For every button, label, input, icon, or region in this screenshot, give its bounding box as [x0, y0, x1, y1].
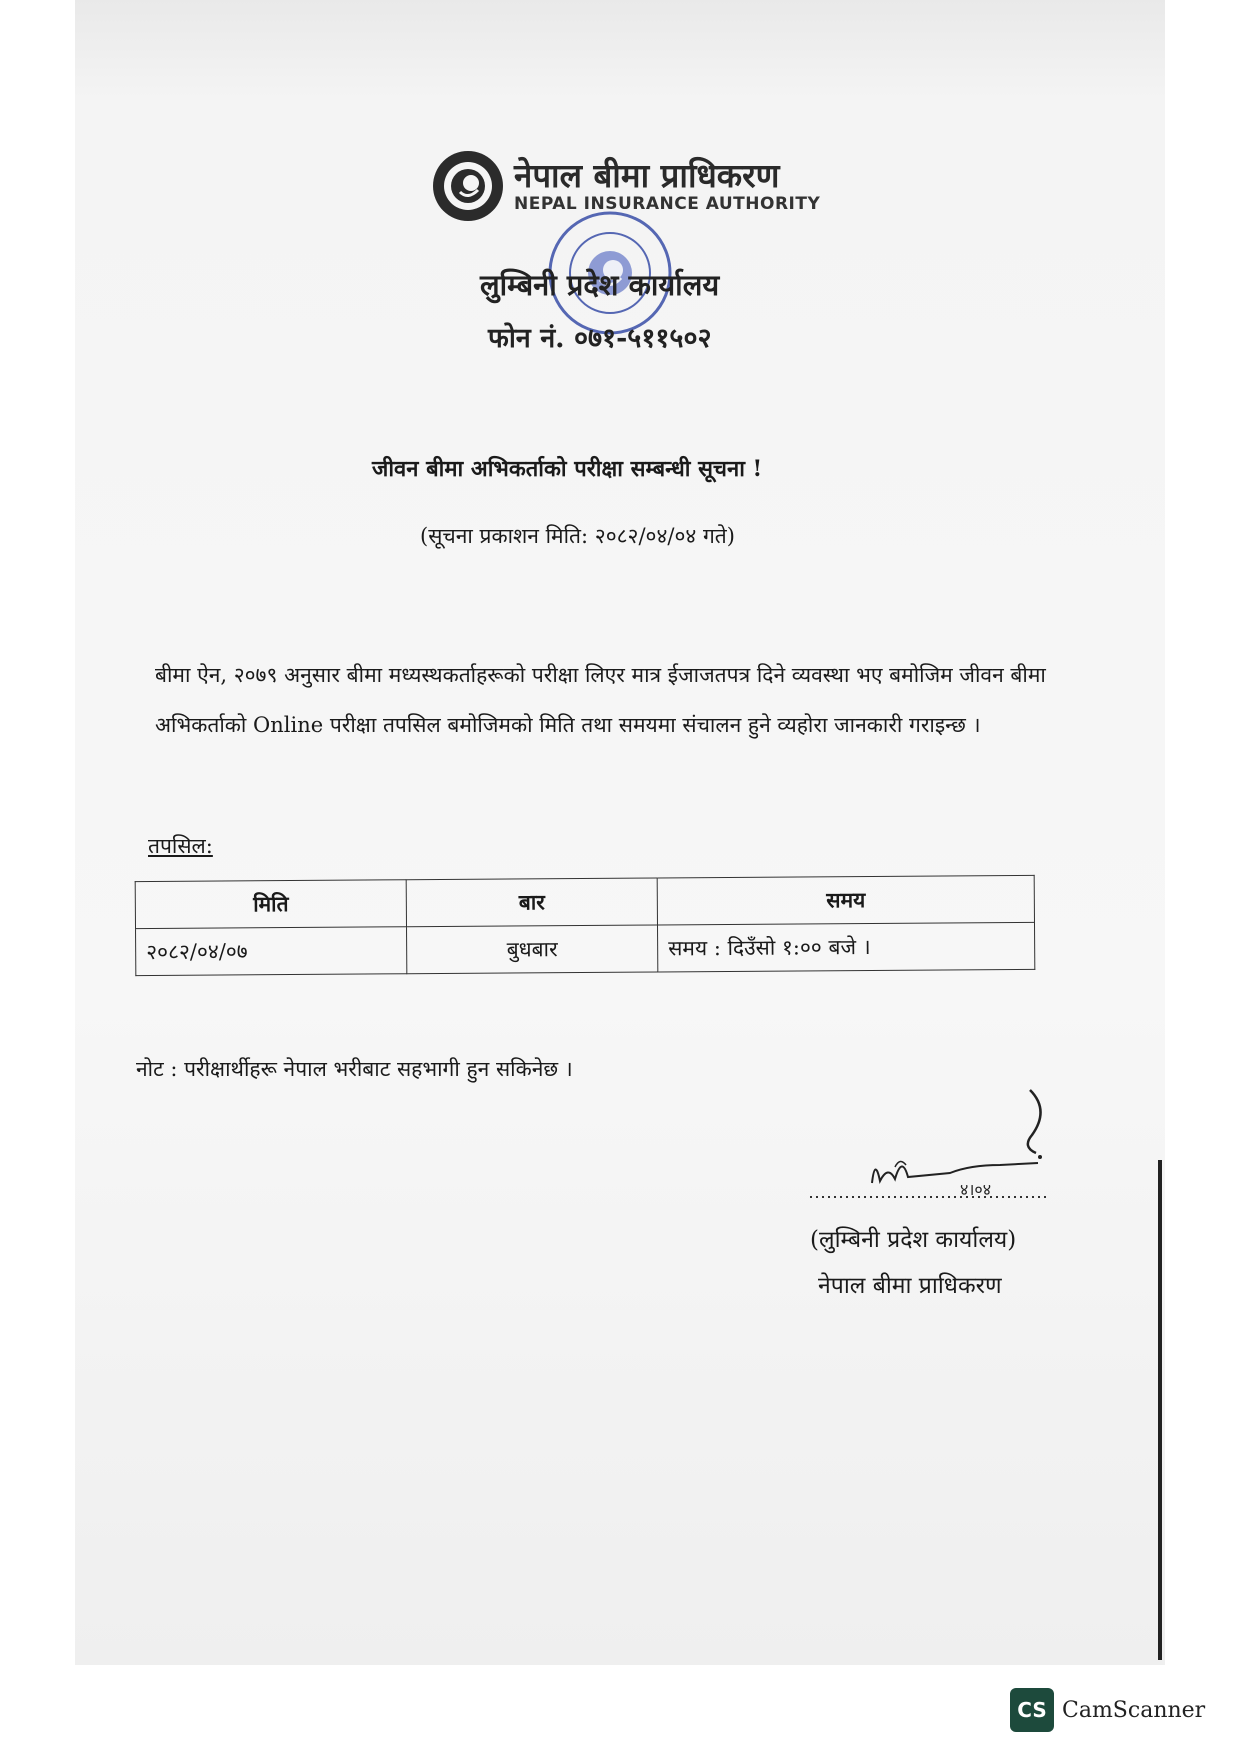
org-name-nepali: नेपाल बीमा प्राधिकरण [514, 155, 780, 195]
org-name-english: NEPAL INSURANCE AUTHORITY [514, 194, 821, 215]
office-name: लुम्बिनी प्रदेश कार्यालय [480, 268, 720, 302]
office-phone: फोन नं. ०७१-५११५०२ [488, 323, 712, 354]
header-date: मिति [135, 880, 406, 929]
camscanner-watermark [1010, 1688, 1205, 1732]
cell-time: समय : दिउँसो १:०० बजे । [657, 922, 1034, 972]
cell-date: २०८२/०४/०७ [136, 927, 407, 976]
camscanner-label: CamScanner [1062, 1697, 1206, 1723]
signature-office: (लुम्बिनी प्रदेश कार्यालय) [810, 1227, 1017, 1253]
schedule-heading: तपसिल: [148, 834, 213, 858]
publish-date: (सूचना प्रकाशन मिति: २०८२/०४/०४ गते) [420, 524, 735, 548]
notice-note: नोट : परीक्षार्थीहरू नेपाल भरीबाट सहभागी हुन सकिनेछ । [136, 1057, 573, 1081]
svg-text:४।०४: ४।०४ [960, 1180, 992, 1199]
authority-logo-icon [430, 148, 506, 224]
notice-body: बीमा ऐन, २०७९ अनुसार बीमा मध्यस्थकर्ताहरूको परीक्षा लिएर मात्र ईजाजतपत्र दिने व्यवस्था भए बमोजिम जीवन बीमा अभिकर्ताको Online परीक्षा तपसिल बमोजिमको मिति तथा समयमा संचालन हुने व्यहोरा जानकारी गराइन्छ । [155, 663, 1046, 737]
header-day: बार [406, 878, 657, 927]
camscanner-logo-icon: CS [1010, 1688, 1054, 1732]
notice-title: जीवन बीमा अभिकर्ताको परीक्षा सम्बन्धी सूचना ! [372, 456, 763, 482]
scan-edge [1158, 1160, 1162, 1660]
cell-day: बुधबार [407, 925, 658, 974]
table-row [136, 922, 1035, 975]
header-time: समय [657, 875, 1034, 925]
exam-schedule-table [135, 875, 1036, 976]
signature-org: नेपाल बीमा प्राधिकरण [818, 1273, 1002, 1299]
table-header-row [135, 875, 1034, 928]
handwritten-signature [800, 1085, 1060, 1215]
